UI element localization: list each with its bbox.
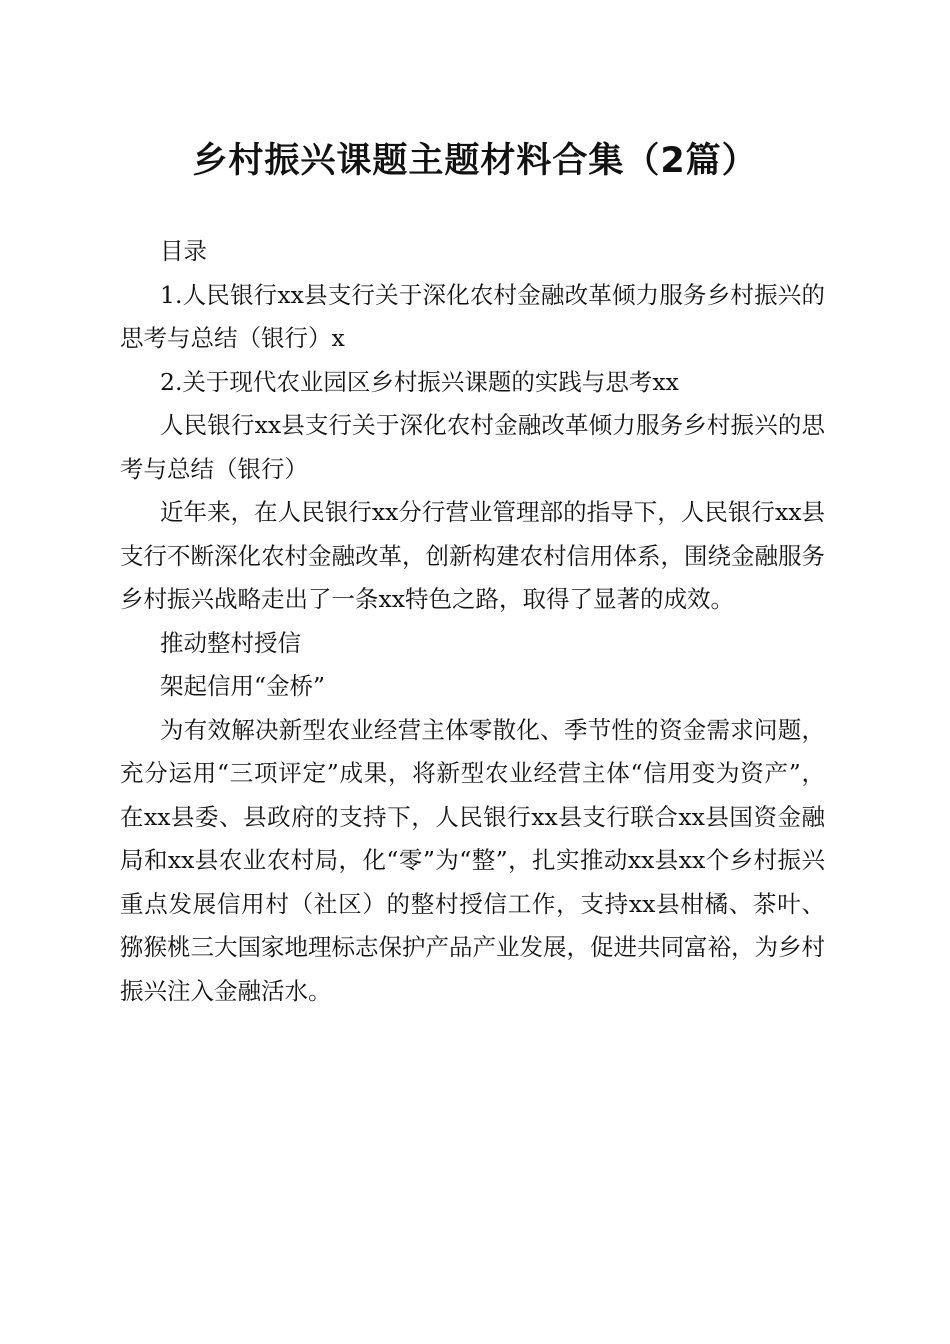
section-heading: 推动整村授信: [160, 628, 301, 657]
toc-heading: 目录: [160, 237, 207, 265]
document-title: 乡村振兴课题主题材料合集（2篇）: [192, 141, 758, 181]
body-paragraph: 为有效解决新型农业经营主体零散化、季节性的资金需求问题，充分运用“三项评定”成果，将新型农业经营主体“信用变为资产”，在xx县委、县政府的支持下，人民银行xx县支行联合xx县国资金融局和xx县农业农村局，化“零”为“整”，扎实推动xx县xx个乡村振兴重点发展信用村（社区）的整村授信工作，支持xx县柑橘、茶叶、猕猴桃三大国家地理标志保护产品产业发展，促进共同富裕，为乡村振兴注入金融活水。: [120, 715, 825, 1005]
section-subheading: 架起信用“金桥”: [160, 672, 326, 700]
toc-item-2: 2.关于现代农业园区乡村振兴课题的实践与思考xx: [160, 367, 679, 396]
document-body: [120, 230, 825, 1013]
intro-paragraph: 近年来，在人民银行xx分行营业管理部的指导下，人民银行xx县支行不断深化农村金融改革，创新构建农村信用体系，围绕金融服务乡村振兴战略走出了一条xx特色之路，取得了显著的成效。: [120, 498, 825, 613]
toc-item-1: 1.人民银行xx县支行关于深化农村金融改革倾力服务乡村振兴的思考与总结（银行）x: [120, 280, 825, 352]
article-title: 人民银行xx县支行关于深化农村金融改革倾力服务乡村振兴的思考与总结（银行）: [120, 411, 825, 483]
